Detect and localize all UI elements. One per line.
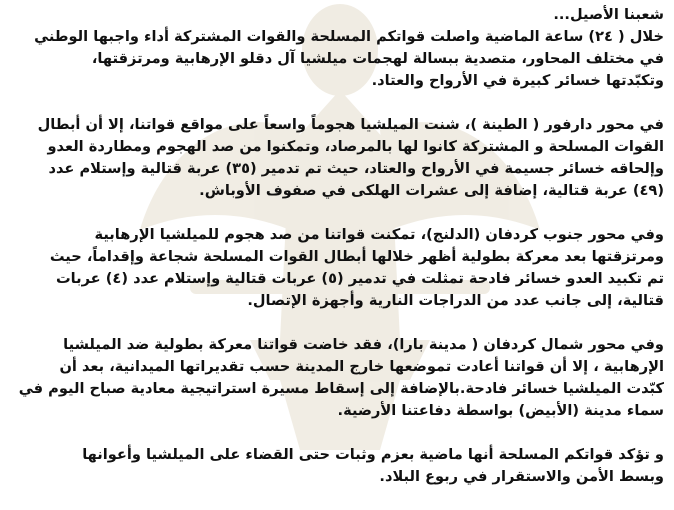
paragraph-line: القوات المسلحة و المشتركة كانوا لها بالمرصاد، وتمكنوا من صد الهجوم ومطاردة العدو bbox=[47, 138, 664, 155]
paragraph-line: و تؤكد قواتكم المسلحة أنها ماضية بعزم وثبات حتى القضاء على الميلشيا وأعوانها bbox=[82, 446, 664, 463]
paragraph-line: وفي محور شمال كردفان ( مدينة بارا)، فقد خاضت قواتنا معركة بطولية ضد الميلشيا bbox=[63, 336, 664, 353]
paragraph-line: وتكبّدتها خسائر كبيرة في الأرواح والعتاد. bbox=[371, 72, 664, 89]
paragraph-closing bbox=[10, 444, 664, 488]
paragraph-line: في محور دارفور ( الطينة )، شنت الميلشيا هجوماً واسعاً على مواقع قواتنا، إلا أن أبطال bbox=[37, 116, 664, 133]
paragraph-line: خلال ( ٢٤) ساعة الماضية واصلت قواتكم المسلحة والقوات المشتركة أداء واجبها الوطني bbox=[34, 28, 664, 45]
paragraph-summary bbox=[10, 26, 664, 92]
paragraph-line: (٤٩) عربة قتالية، إضافة إلى عشرات الهلكى في صفوف الأوباش. bbox=[199, 182, 664, 199]
paragraph-darfur bbox=[10, 114, 664, 202]
paragraph-line: في مختلف المحاور، متصدية ببسالة لهجمات ميلشيا آل دقلو الإرهابية ومرتزقتها، bbox=[91, 50, 664, 67]
paragraph-line: وإلحاقه خسائر جسيمة في الأرواح والعتاد، حيث تم تدمير (٣٥) عربة قتالية وإستلام عدد bbox=[48, 160, 664, 177]
paragraph-line: وفي محور جنوب كردفان (الدلنج)، تمكنت قواتنا من صد هجوم للميلشيا الإرهابية bbox=[94, 226, 664, 243]
paragraph-south-kordofan bbox=[10, 224, 664, 312]
greeting-text: شعبنا الأصيل... bbox=[553, 6, 664, 23]
paragraph-line: الإرهابية ، إلا أن قواتنا أعادت تموضعها خارج المدينة حسب تقديراتها الميدانية، بعد أن bbox=[59, 358, 664, 375]
paragraph-line: قتالية، إلى جانب عدد من الدراجات النارية وأجهزة الإتصال. bbox=[247, 292, 664, 309]
statement-body bbox=[10, 4, 664, 510]
paragraph-line: كبّدت الميلشيا خسائر فادحة.بالإضافة إلى إسقاط مسيرة استراتيجية معادية صباح اليوم في bbox=[18, 380, 664, 397]
paragraph-line: وبسط الأمن والاستقرار في ربوع البلاد. bbox=[379, 468, 664, 485]
paragraph-line: سماء مدينة (الأبيض) بواسطة دفاعتنا الأرضية. bbox=[337, 402, 664, 419]
greeting-line bbox=[10, 4, 664, 26]
paragraph-line: تم تكبيد العدو خسائر فادحة تمثلت في تدمير (٥) عربات قتالية وإستلام عدد (٤) عربات bbox=[55, 270, 664, 287]
paragraph-north-kordofan bbox=[10, 334, 664, 422]
paragraph-line: ومرتزقتها بعد معركة بطولية أظهر خلالها أبطال القوات المسلحة شجاعة وإقداماً، حيث bbox=[49, 248, 664, 265]
